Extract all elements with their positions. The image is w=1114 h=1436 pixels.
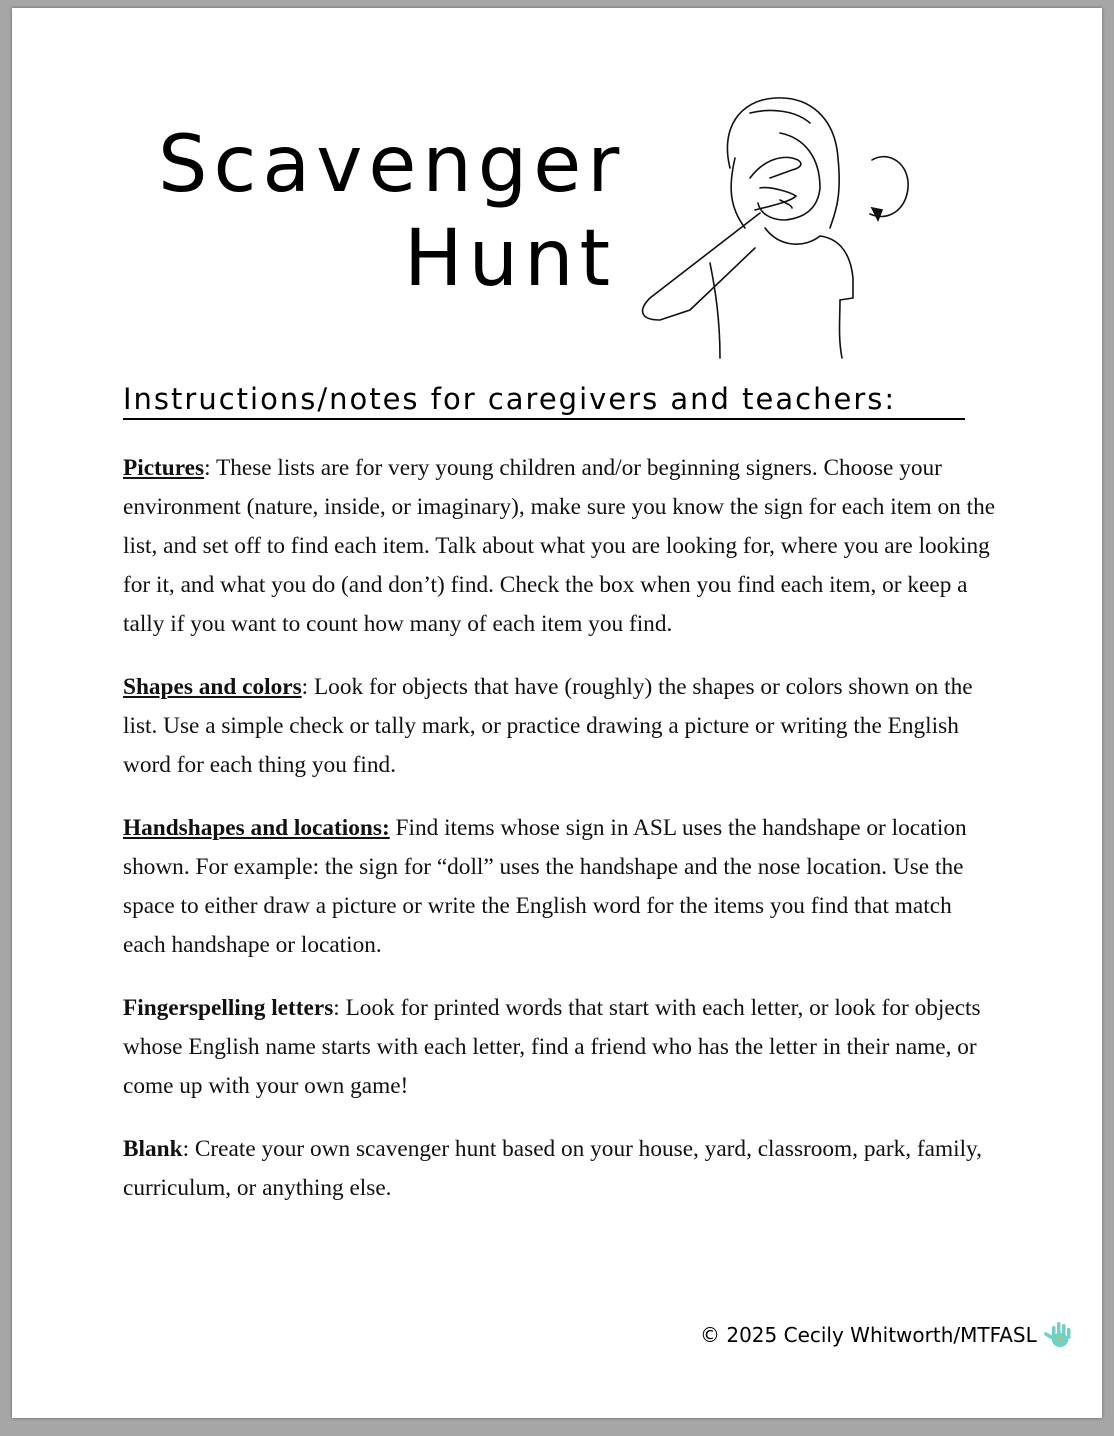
section-shapes-colors	[123, 668, 998, 785]
copyright-text: © 2025 Cecily Whitworth/MTFASL	[700, 1323, 1037, 1347]
section-handshapes-locations	[123, 809, 998, 965]
section-label: Handshapes and locations:	[123, 815, 390, 841]
section-label: Shapes and colors	[123, 674, 302, 700]
title-line-1: Scavenger	[158, 120, 626, 210]
section-blank	[123, 1130, 998, 1208]
section-label: Fingerspelling letters	[123, 995, 334, 1021]
section-text: : These lists are for very young children and/or beginning signers. Choose your environment (nature, inside, or imaginary), make sure you know the sign for each item on the list, and set off to find each item. Talk about what you are looking for, where you are looking for it, and what you do (and don’t) find. Check the box when you find each item, or keep a tally if you want to count how many of each item you find.	[123, 455, 996, 637]
instructions-heading: Instructions/notes for caregivers and teachers:	[123, 382, 965, 420]
section-pictures	[123, 449, 998, 644]
footer	[700, 1320, 1077, 1350]
instructions-body	[123, 449, 998, 1232]
section-text: : Create your own scavenger hunt based on your house, yard, classroom, park, family, curriculum, or anything else.	[123, 1136, 982, 1201]
child-signing-doll-illustration	[620, 88, 940, 368]
document-page	[12, 8, 1102, 1418]
section-text: : Look for objects that have (roughly) the shapes or colors shown on the list. Use a simple check or tally mark, or practice drawing a picture or writing the English word for each thing you find.	[123, 674, 973, 778]
section-fingerspelling	[123, 989, 998, 1106]
hand-logo-icon	[1043, 1320, 1077, 1350]
section-text: Find items whose sign in ASL uses the handshape or location shown. For example: the sign for “doll” uses the handshape and the nose location. Use the space to either draw a picture or write the English word for the items you find that match each handshape or location.	[123, 815, 967, 958]
section-label: Pictures	[123, 455, 205, 481]
title-line-2: Hunt	[404, 214, 617, 304]
section-label: Blank	[123, 1136, 183, 1162]
section-text: : Look for printed words that start with each letter, or look for objects whose English name starts with each letter, find a friend who has the letter in their name, or come up with your own game!	[123, 995, 981, 1099]
